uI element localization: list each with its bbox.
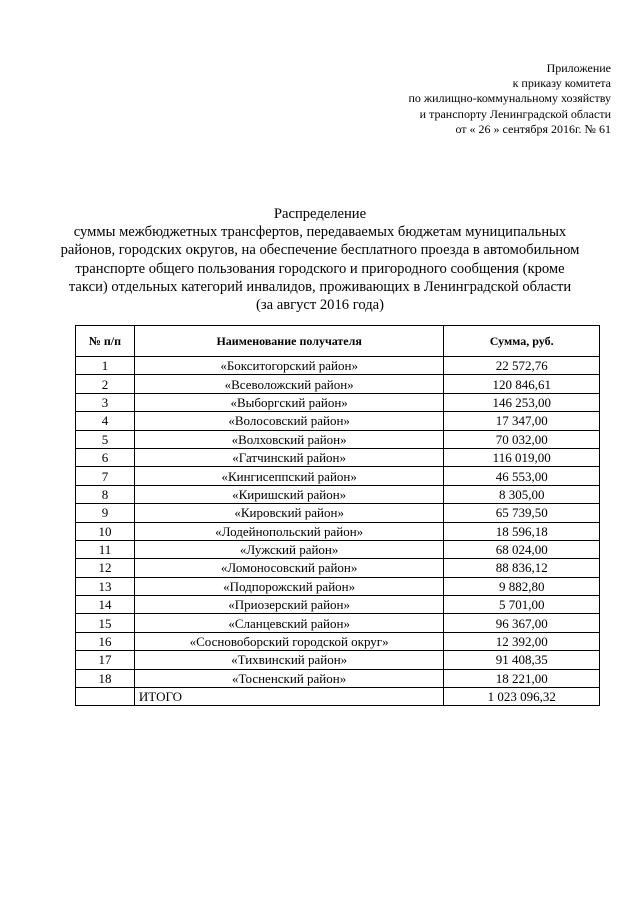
row-number: 4: [76, 412, 135, 430]
row-number: 10: [76, 522, 135, 540]
row-amount: 18 221,00: [444, 669, 600, 687]
row-recipient: «Кингисеппский район»: [134, 467, 443, 485]
table-row: [76, 485, 600, 503]
row-number: 15: [76, 614, 135, 632]
row-number: 9: [76, 504, 135, 522]
row-recipient: «Ломоносовский район»: [134, 559, 443, 577]
appendix-line: от « 26 » сентября 2016г. № 61: [455, 121, 611, 136]
row-amount: 88 836,12: [444, 559, 600, 577]
row-recipient: «Подпорожский район»: [134, 577, 443, 595]
row-amount: 8 305,00: [444, 485, 600, 503]
row-number: 5: [76, 430, 135, 448]
row-amount: 96 367,00: [444, 614, 600, 632]
row-number: 14: [76, 596, 135, 614]
appendix-line: к приказу комитета: [512, 76, 611, 91]
appendix-line: по жилищно-коммунальному хозяйству: [408, 91, 611, 106]
row-amount: 18 596,18: [444, 522, 600, 540]
table-row: [76, 577, 600, 595]
row-amount: 91 408,35: [444, 651, 600, 669]
row-number: 2: [76, 375, 135, 393]
row-recipient: «Гатчинский район»: [134, 448, 443, 466]
row-recipient: «Киришский район»: [134, 485, 443, 503]
row-recipient: «Тихвинский район»: [134, 651, 443, 669]
row-recipient: «Приозерский район»: [134, 596, 443, 614]
row-recipient: «Тосненский район»: [134, 669, 443, 687]
header-recipient: Наименование получателя: [134, 326, 443, 357]
row-number: 1: [76, 357, 135, 375]
table-row: [76, 504, 600, 522]
row-amount: 70 032,00: [444, 430, 600, 448]
row-amount: 65 739,50: [444, 504, 600, 522]
row-number: 18: [76, 669, 135, 687]
table-row: [76, 559, 600, 577]
row-amount: 146 253,00: [444, 393, 600, 411]
row-number: 8: [76, 485, 135, 503]
table-row: [76, 632, 600, 650]
distribution-table: [75, 325, 600, 706]
table-row: [76, 669, 600, 687]
row-recipient: «Лодейнопольский район»: [134, 522, 443, 540]
row-amount: 9 882,80: [444, 577, 600, 595]
table-row: [76, 467, 600, 485]
row-number: 13: [76, 577, 135, 595]
appendix-note: [408, 61, 611, 137]
row-amount: 22 572,76: [444, 357, 600, 375]
row-amount: 17 347,00: [444, 412, 600, 430]
row-amount: 46 553,00: [444, 467, 600, 485]
title-line: (за август 2016 года): [255, 297, 384, 314]
row-amount: 68 024,00: [444, 540, 600, 558]
row-amount: 12 392,00: [444, 632, 600, 650]
header-amount: Сумма, руб.: [444, 326, 600, 357]
row-number: 11: [76, 540, 135, 558]
title-heading: Распределение: [273, 206, 367, 222]
row-recipient: «Всеволожский район»: [134, 375, 443, 393]
header-number: № п/п: [76, 326, 135, 357]
table-row: [76, 375, 600, 393]
row-number: 17: [76, 651, 135, 669]
table-row: [76, 448, 600, 466]
table-row: [76, 651, 600, 669]
appendix-line: Приложение: [546, 61, 611, 75]
table-row: [76, 614, 600, 632]
row-recipient: «Бокситогорский район»: [134, 357, 443, 375]
title-line: суммы межбюджетных трансфертов, передаваемых бюджетам муниципальных: [73, 224, 567, 241]
row-number: 3: [76, 393, 135, 411]
document-title: [40, 205, 600, 314]
row-number: 6: [76, 448, 135, 466]
row-amount: 5 701,00: [444, 596, 600, 614]
table-row: [76, 430, 600, 448]
row-recipient: «Кировский район»: [134, 504, 443, 522]
row-recipient: «Волховский район»: [134, 430, 443, 448]
row-recipient: «Сосновоборский городской округ»: [134, 632, 443, 650]
table-header-row: [76, 326, 600, 357]
table-row: [76, 412, 600, 430]
title-line: транспорте общего пользования городского и пригородного сообщения (кроме: [75, 260, 565, 277]
table-row: [76, 357, 600, 375]
table-row: [76, 596, 600, 614]
row-amount: 116 019,00: [444, 448, 600, 466]
table-row: [76, 540, 600, 558]
row-number: 16: [76, 632, 135, 650]
total-empty-cell: [76, 688, 135, 706]
row-recipient: «Выборгский район»: [134, 393, 443, 411]
row-number: 12: [76, 559, 135, 577]
total-amount: 1 023 096,32: [444, 688, 600, 706]
table-row: [76, 522, 600, 540]
row-recipient: «Волосовский район»: [134, 412, 443, 430]
table-total-row: [76, 688, 600, 706]
title-line: такси) отдельных категорий инвалидов, проживающих в Ленинградской области: [68, 278, 572, 295]
appendix-line: и транспорту Ленинградской области: [419, 106, 611, 121]
row-recipient: «Сланцевский район»: [134, 614, 443, 632]
row-number: 7: [76, 467, 135, 485]
row-amount: 120 846,61: [444, 375, 600, 393]
title-line: районов, городских округов, на обеспечение бесплатного проезда в автомобильном: [60, 242, 580, 259]
row-recipient: «Лужский район»: [134, 540, 443, 558]
table-row: [76, 393, 600, 411]
total-label: ИТОГО: [134, 688, 443, 706]
